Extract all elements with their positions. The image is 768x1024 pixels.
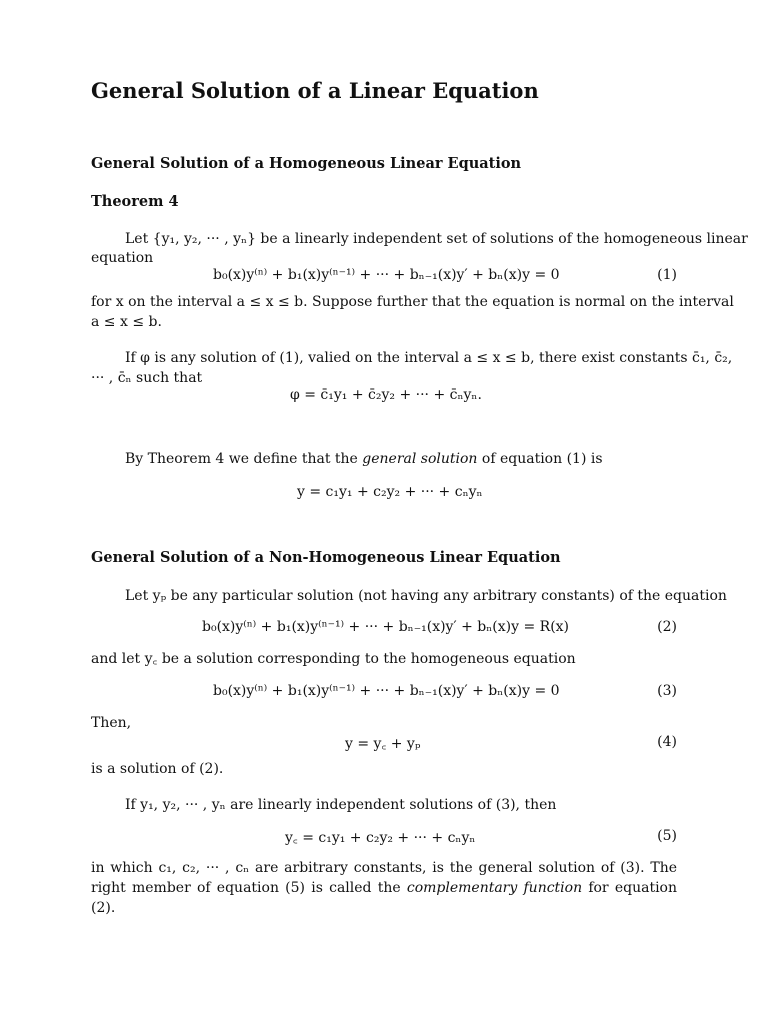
equation-4-number: (4) (657, 734, 677, 750)
equation-3-number: (3) (657, 683, 677, 699)
equation-5: y꜀ = c₁y₁ + c₂y₂ + ··· + cₙyₙ (285, 830, 476, 846)
paragraph-complementary-function (91, 858, 677, 918)
equation-3: b₀(x)y⁽ⁿ⁾ + b₁(x)y⁽ⁿ⁻¹⁾ + ··· + bₙ₋₁(x)y′ + bₙ(x)y = 0 (213, 683, 560, 699)
paragraph-phi-line2: ··· , c̄ₙ such that (91, 370, 203, 386)
paragraph-complementary: and let y꜀ be a solution corresponding to the homogeneous equation (91, 651, 576, 667)
equation-general-solution: y = c₁y₁ + c₂y₂ + ··· + cₙyₙ (297, 484, 483, 500)
section-heading-nonhomogeneous: General Solution of a Non-Homogeneous Linear Equation (91, 549, 561, 566)
paragraph-phi-line1: If φ is any solution of (1), valied on the interval a ≤ x ≤ b, there exist constants c̄₁, c̄₂, (125, 350, 733, 366)
equation-2-number: (2) (657, 619, 677, 635)
equation-phi: φ = c̄₁y₁ + c̄₂y₂ + ··· + c̄ₙyₙ. (290, 387, 482, 403)
paragraph-interval-line1: for x on the interval a ≤ x ≤ b. Suppose further that the equation is normal on the interval (91, 294, 734, 310)
equation-4: y = y꜀ + yₚ (345, 736, 421, 752)
definition-pre: By Theorem 4 we define that the (125, 451, 363, 467)
equation-2: b₀(x)y⁽ⁿ⁾ + b₁(x)y⁽ⁿ⁻¹⁾ + ··· + bₙ₋₁(x)y′ + bₙ(x)y = R(x) (202, 619, 570, 635)
complementary-term: complementary function (406, 880, 583, 896)
paragraph-is-solution: is a solution of (2). (91, 761, 224, 777)
complementary-post: for equation (2). (91, 880, 678, 916)
theorem-label: Theorem 4 (91, 193, 179, 210)
complementary-pre: in which c₁, c₂, ··· , cₙ are arbitrary constants, is the general solution of (3). The right member of equation (5) is called the (91, 860, 677, 896)
equation-5-number: (5) (657, 828, 677, 844)
paragraph-then: Then, (91, 715, 132, 731)
paragraph-interval-line2: a ≤ x ≤ b. (91, 314, 162, 330)
paragraph-definition (125, 449, 603, 469)
theorem-text-line2: equation (91, 250, 154, 266)
page-title: General Solution of a Linear Equation (91, 78, 539, 103)
paragraph-independent: If y₁, y₂, ··· , yₙ are linearly independent solutions of (3), then (125, 797, 557, 813)
equation-1-number: (1) (657, 267, 677, 283)
definition-post: of equation (1) is (477, 451, 603, 467)
paragraph-particular: Let yₚ be any particular solution (not having any arbitrary constants) of the equation (125, 588, 727, 604)
theorem-text-line1: Let {y₁, y₂, ··· , yₙ} be a linearly independent set of solutions of the homogeneous linear (125, 231, 748, 247)
definition-term: general solution (362, 451, 478, 467)
equation-1: b₀(x)y⁽ⁿ⁾ + b₁(x)y⁽ⁿ⁻¹⁾ + ··· + bₙ₋₁(x)y′ + bₙ(x)y = 0 (213, 267, 560, 283)
section-heading-homogeneous: General Solution of a Homogeneous Linear Equation (91, 155, 522, 172)
